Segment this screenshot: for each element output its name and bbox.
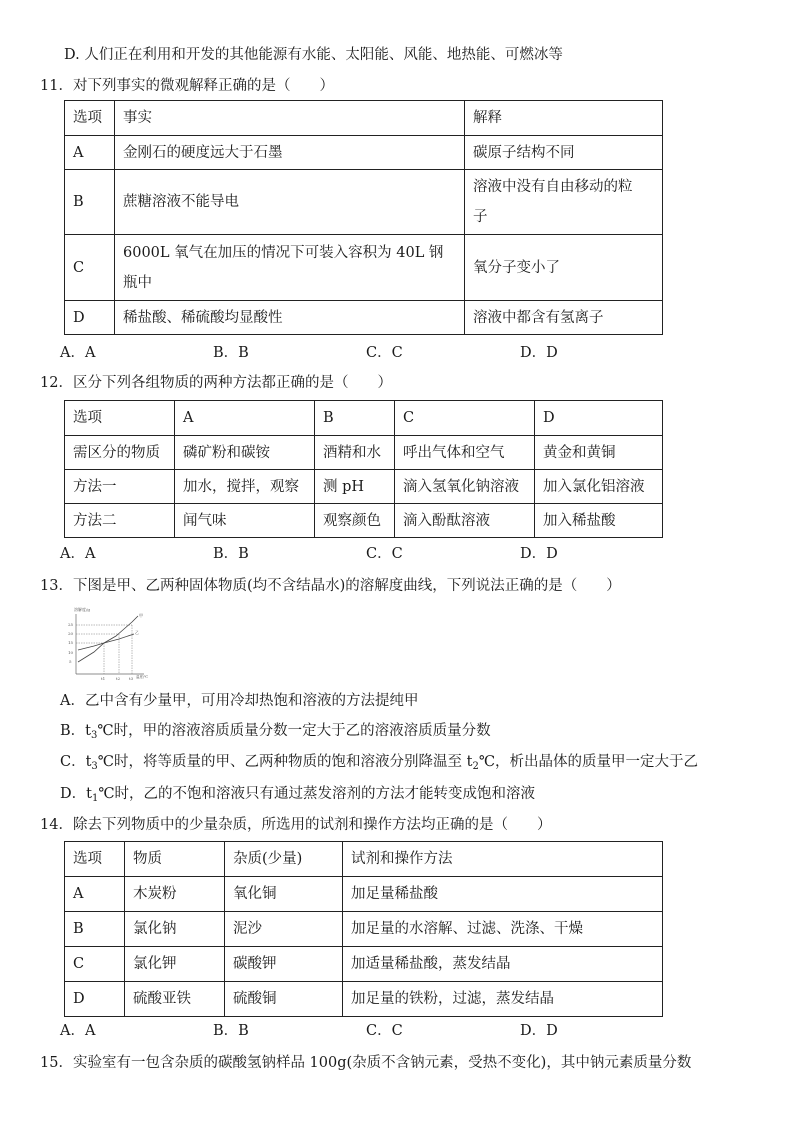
table-cell: 测 pH bbox=[315, 470, 395, 504]
subscript: 1 bbox=[91, 793, 99, 804]
header-cell: D bbox=[535, 401, 663, 436]
q11-stem: 11．对下列事实的微观解释正确的是（ ） bbox=[40, 78, 334, 94]
q10-option-d: D. 人们正在利用和开发的其他能源有水能、太阳能、风能、地热能、可燃冰等 bbox=[64, 47, 563, 63]
table-row bbox=[65, 982, 663, 1017]
q12-choices bbox=[60, 544, 620, 564]
q13-option-a: A．乙中含有少量甲，可用冷却热饱和溶液的方法提纯甲 bbox=[60, 693, 419, 709]
header-cell: 试剂和操作方法 bbox=[343, 842, 663, 877]
header-cell: 事实 bbox=[115, 101, 465, 136]
table-row bbox=[65, 912, 663, 947]
choice-d: D．D bbox=[520, 345, 558, 361]
table-cell: 加足量的水溶解、过滤、洗涤、干燥 bbox=[343, 912, 663, 947]
choice-c: C．C bbox=[366, 546, 403, 562]
table-row bbox=[65, 947, 663, 982]
table-row bbox=[65, 877, 663, 912]
q15-stem: 15．实验室有一包含杂质的碳酸氢钠样品 100g(杂质不含钠元素，受热不变化)，其中钠元素质量分数 bbox=[40, 1055, 692, 1071]
xtick-label: t3 bbox=[129, 676, 134, 681]
subscript: 3 bbox=[91, 761, 98, 772]
text: C．t bbox=[60, 754, 92, 770]
table-row bbox=[65, 170, 663, 235]
choice-a: A．A bbox=[60, 1023, 96, 1039]
table-cell: 碳酸钾 bbox=[225, 947, 343, 982]
q11-choices bbox=[60, 343, 620, 363]
header-cell: 解释 bbox=[465, 101, 663, 136]
table-cell: 加足量的铁粉，过滤，蒸发结晶 bbox=[343, 982, 663, 1017]
table-cell: 黄金和黄铜 bbox=[535, 436, 663, 470]
table-cell: 加适量稀盐酸，蒸发结晶 bbox=[343, 947, 663, 982]
table-cell: 木炭粉 bbox=[125, 877, 225, 912]
table-cell: 氧化铜 bbox=[225, 877, 343, 912]
table-cell: A bbox=[65, 877, 125, 912]
choice-b: B．B bbox=[213, 546, 249, 562]
table-cell: 金刚石的硬度远大于石墨 bbox=[115, 136, 465, 170]
cell-line: 瓶中 bbox=[123, 274, 152, 291]
table-row bbox=[65, 504, 663, 538]
q12-table bbox=[64, 400, 663, 538]
table-cell: 氯化钾 bbox=[125, 947, 225, 982]
table-header-row bbox=[65, 842, 663, 877]
header-cell: 杂质(少量) bbox=[225, 842, 343, 877]
ytick-label: 5 bbox=[69, 659, 72, 664]
header-cell: C bbox=[395, 401, 535, 436]
q12-stem: 12．区分下列各组物质的两种方法都正确的是（ ） bbox=[40, 375, 392, 391]
header-cell: A bbox=[175, 401, 315, 436]
text: ℃时，甲的溶液溶质质量分数一定大于乙的溶液溶质质量分数 bbox=[97, 723, 491, 739]
q14-stem: 14．除去下列物质中的少量杂质，所选用的试剂和操作方法均正确的是（ ） bbox=[40, 817, 552, 833]
choice-b: B．B bbox=[213, 345, 249, 361]
table-cell: 加入氯化铝溶液 bbox=[535, 470, 663, 504]
text: D．t bbox=[60, 786, 92, 802]
q13-option-d bbox=[60, 784, 535, 804]
ytick-label: 25 bbox=[68, 622, 74, 627]
ytick-label: 15 bbox=[68, 640, 74, 645]
table-cell: B bbox=[65, 912, 125, 947]
table-cell: C bbox=[65, 947, 125, 982]
choice-d: D．D bbox=[520, 546, 558, 562]
table-cell: 需区分的物质 bbox=[65, 436, 175, 470]
table-cell: 观察颜色 bbox=[315, 504, 395, 538]
ytick-label: 10 bbox=[68, 650, 74, 655]
table-cell bbox=[115, 235, 465, 301]
table-cell: C bbox=[65, 235, 115, 301]
graph-ylabel: 溶解度/g bbox=[74, 607, 90, 612]
table-cell: 加水，搅拌，观察 bbox=[175, 470, 315, 504]
table-cell: 溶液中都含有氢离子 bbox=[465, 301, 663, 335]
header-cell: 选项 bbox=[65, 101, 115, 136]
table-cell: 加入稀盐酸 bbox=[535, 504, 663, 538]
table-cell: 硫酸铜 bbox=[225, 982, 343, 1017]
table-cell: 蔗糖溶液不能导电 bbox=[115, 170, 465, 235]
table-cell: 酒精和水 bbox=[315, 436, 395, 470]
table-cell: 加足量稀盐酸 bbox=[343, 877, 663, 912]
xtick-label: t1 bbox=[101, 676, 106, 681]
table-header-row bbox=[65, 401, 663, 436]
table-cell bbox=[465, 170, 663, 235]
header-cell: 物质 bbox=[125, 842, 225, 877]
table-row bbox=[65, 436, 663, 470]
table-cell: 滴入酚酞溶液 bbox=[395, 504, 535, 538]
choice-b: B．B bbox=[213, 1023, 249, 1039]
subscript: 3 bbox=[90, 730, 98, 741]
choice-c: C．C bbox=[366, 345, 403, 361]
q13-stem: 13．下图是甲、乙两种固体物质(均不含结晶水)的溶解度曲线，下列说法正确的是（ ） bbox=[40, 578, 621, 594]
ytick-label: 20 bbox=[68, 631, 74, 636]
cell-line: 6000L 氧气在加压的情况下可装入容积为 40L 钢 bbox=[123, 244, 444, 261]
xtick-label: t2 bbox=[116, 676, 121, 681]
table-row bbox=[65, 470, 663, 504]
q14-choices bbox=[60, 1021, 620, 1041]
table-cell: 硫酸亚铁 bbox=[125, 982, 225, 1017]
subscript: 2 bbox=[472, 761, 479, 772]
table-row bbox=[65, 136, 663, 170]
table-cell: 泥沙 bbox=[225, 912, 343, 947]
table-header-row bbox=[65, 101, 663, 136]
table-cell: A bbox=[65, 136, 115, 170]
table-cell: B bbox=[65, 170, 115, 235]
choice-d: D．D bbox=[520, 1023, 558, 1039]
table-cell: D bbox=[65, 982, 125, 1017]
choice-c: C．C bbox=[366, 1023, 403, 1039]
table-cell: 滴入氢氧化钠溶液 bbox=[395, 470, 535, 504]
graph-xlabel: 温度/℃ bbox=[136, 675, 149, 679]
table-cell: 氯化钠 bbox=[125, 912, 225, 947]
table-row bbox=[65, 301, 663, 335]
table-cell: 磷矿粉和碳铵 bbox=[175, 436, 315, 470]
header-cell: 选项 bbox=[65, 401, 175, 436]
text: ℃，析出晶体的质量甲一定大于乙 bbox=[478, 754, 699, 770]
header-cell: B bbox=[315, 401, 395, 436]
table-cell: 稀盐酸、稀硫酸均显酸性 bbox=[115, 301, 465, 335]
choice-a: A．A bbox=[60, 345, 96, 361]
header-cell: 选项 bbox=[65, 842, 125, 877]
table-cell: 氧分子变小了 bbox=[465, 235, 663, 301]
text: B．t bbox=[60, 723, 91, 739]
table-cell: 呼出气体和空气 bbox=[395, 436, 535, 470]
curve-label-yi: 乙 bbox=[135, 630, 139, 635]
solubility-curve-graph bbox=[64, 604, 152, 684]
choice-a: A．A bbox=[60, 546, 96, 562]
table-cell: D bbox=[65, 301, 115, 335]
curve-jia bbox=[78, 616, 138, 662]
curve-label-jia: 甲 bbox=[139, 613, 143, 618]
table-cell: 闻气味 bbox=[175, 504, 315, 538]
table-row bbox=[65, 235, 663, 301]
table-cell: 方法二 bbox=[65, 504, 175, 538]
text: ℃时，乙的不饱和溶液只有通过蒸发溶剂的方法才能转变成饱和溶液 bbox=[98, 786, 536, 802]
table-cell: 碳原子结构不同 bbox=[465, 136, 663, 170]
table-cell: 方法一 bbox=[65, 470, 175, 504]
q13-option-b bbox=[60, 721, 491, 741]
cell-line: 溶液中没有自由移动的粒 bbox=[473, 179, 633, 195]
text: ℃时，将等质量的甲、乙两种物质的饱和溶液分别降温至 t bbox=[97, 754, 473, 770]
q14-table bbox=[64, 841, 663, 1017]
q11-table bbox=[64, 100, 663, 335]
cell-line: 子 bbox=[473, 209, 488, 225]
q13-option-c bbox=[60, 752, 698, 772]
